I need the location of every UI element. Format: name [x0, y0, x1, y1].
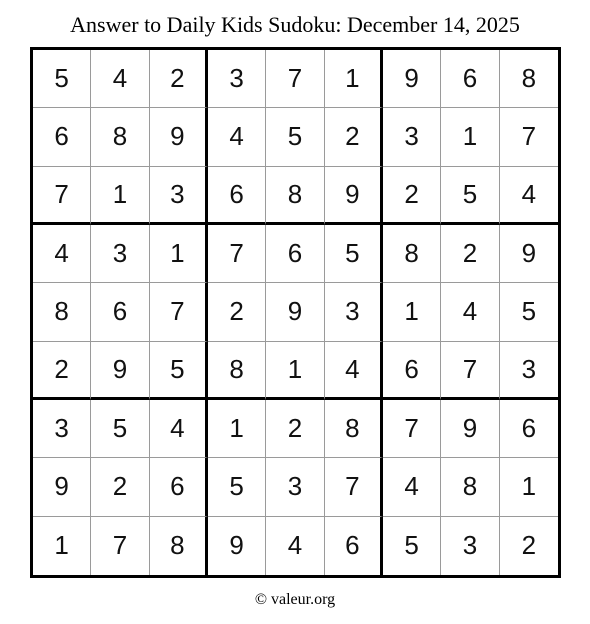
sudoku-cell-r3-c4: 6 — [208, 167, 266, 225]
sudoku-cell-r2-c8: 1 — [441, 108, 499, 166]
sudoku-cell-r5-c5: 9 — [266, 283, 324, 341]
sudoku-cell-r1-c8: 6 — [441, 50, 499, 108]
sudoku-cell-r4-c6: 5 — [325, 225, 383, 283]
sudoku-cell-r6-c4: 8 — [208, 342, 266, 400]
sudoku-cell-r5-c1: 8 — [33, 283, 91, 341]
sudoku-cell-r7-c6: 8 — [325, 400, 383, 458]
sudoku-cell-r1-c4: 3 — [208, 50, 266, 108]
page-title: Answer to Daily Kids Sudoku: December 14, 2025 — [70, 12, 520, 37]
sudoku-cell-r3-c6: 9 — [325, 167, 383, 225]
sudoku-cell-r8-c4: 5 — [208, 458, 266, 516]
sudoku-cell-r1-c7: 9 — [383, 50, 441, 108]
sudoku-cell-r3-c3: 3 — [150, 167, 208, 225]
sudoku-cell-r5-c7: 1 — [383, 283, 441, 341]
sudoku-cell-r6-c1: 2 — [33, 342, 91, 400]
sudoku-cell-r9-c1: 1 — [33, 517, 91, 575]
sudoku-cell-r2-c9: 7 — [500, 108, 558, 166]
sudoku-cell-r1-c2: 4 — [91, 50, 149, 108]
sudoku-cell-r3-c1: 7 — [33, 167, 91, 225]
sudoku-cell-r8-c9: 1 — [500, 458, 558, 516]
sudoku-cell-r7-c9: 6 — [500, 400, 558, 458]
sudoku-cell-r6-c2: 9 — [91, 342, 149, 400]
sudoku-cell-r8-c8: 8 — [441, 458, 499, 516]
sudoku-cell-r8-c5: 3 — [266, 458, 324, 516]
sudoku-cell-r9-c3: 8 — [150, 517, 208, 575]
sudoku-cell-r1-c5: 7 — [266, 50, 324, 108]
sudoku-cell-r1-c9: 8 — [500, 50, 558, 108]
sudoku-cell-r7-c4: 1 — [208, 400, 266, 458]
sudoku-cell-r1-c6: 1 — [325, 50, 383, 108]
sudoku-cell-r9-c2: 7 — [91, 517, 149, 575]
sudoku-cell-r9-c5: 4 — [266, 517, 324, 575]
sudoku-cell-r8-c7: 4 — [383, 458, 441, 516]
sudoku-cell-r4-c2: 3 — [91, 225, 149, 283]
sudoku-cell-r7-c7: 7 — [383, 400, 441, 458]
sudoku-cell-r2-c3: 9 — [150, 108, 208, 166]
sudoku-cell-r1-c1: 5 — [33, 50, 91, 108]
sudoku-cell-r9-c6: 6 — [325, 517, 383, 575]
sudoku-cell-r4-c8: 2 — [441, 225, 499, 283]
sudoku-cell-r5-c9: 5 — [500, 283, 558, 341]
sudoku-cell-r9-c9: 2 — [521, 530, 537, 561]
sudoku-cell-r8-c1: 9 — [33, 458, 91, 516]
sudoku-cell-r6-c9: 3 — [500, 342, 558, 400]
sudoku-cell-r5-c2: 6 — [91, 283, 149, 341]
sudoku-cell-r7-c8: 9 — [441, 400, 499, 458]
sudoku-cell-r4-c4: 7 — [208, 225, 266, 283]
sudoku-cell-r3-c2: 1 — [91, 167, 149, 225]
sudoku-cell-r2-c7: 3 — [383, 108, 441, 166]
sudoku-cell-r7-c5: 2 — [266, 400, 324, 458]
sudoku-cell-r5-c3: 7 — [150, 283, 208, 341]
sudoku-cell-r2-c4: 4 — [208, 108, 266, 166]
sudoku-cell-r6-c5: 1 — [266, 342, 324, 400]
sudoku-cell-r6-c6: 4 — [325, 342, 383, 400]
sudoku-cell-r4-c3: 1 — [150, 225, 208, 283]
sudoku-cell-r8-c3: 6 — [150, 458, 208, 516]
sudoku-cell-r5-c4: 2 — [208, 283, 266, 341]
sudoku-board — [30, 47, 561, 578]
sudoku-cell-r6-c8: 7 — [441, 342, 499, 400]
sudoku-cell-r6-c7: 6 — [383, 342, 441, 400]
sudoku-cell-r6-c3: 5 — [150, 342, 208, 400]
sudoku-cell-r8-c6: 7 — [325, 458, 383, 516]
sudoku-cell-r2-c6: 2 — [325, 108, 383, 166]
sudoku-cell-r3-c5: 8 — [266, 167, 324, 225]
sudoku-cell-r7-c2: 5 — [91, 400, 149, 458]
sudoku-cell-r3-c7: 2 — [383, 167, 441, 225]
sudoku-cell-r2-c5: 5 — [266, 108, 324, 166]
sudoku-cell-r7-c3: 4 — [150, 400, 208, 458]
sudoku-cell-r3-c9: 4 — [500, 167, 558, 225]
sudoku-cell-r8-c2: 2 — [91, 458, 149, 516]
copyright-footer: © valeur.org — [254, 591, 336, 608]
sudoku-cell-r2-c2: 8 — [91, 108, 149, 166]
sudoku-cell-r3-c8: 5 — [441, 167, 499, 225]
sudoku-cell-r5-c8: 4 — [441, 283, 499, 341]
sudoku-cell-r7-c1: 3 — [33, 400, 91, 458]
sudoku-cell-r9-c4: 9 — [208, 517, 266, 575]
sudoku-cell-r1-c3: 2 — [150, 50, 208, 108]
sudoku-cell-r9-c8: 3 — [441, 517, 499, 575]
sudoku-cell-r4-c1: 4 — [33, 225, 91, 283]
sudoku-cell-r4-c7: 8 — [383, 225, 441, 283]
sudoku-cell-r4-c9: 9 — [500, 225, 558, 283]
sudoku-cell-r2-c1: 6 — [33, 108, 91, 166]
sudoku-cell-r5-c6: 3 — [325, 283, 383, 341]
sudoku-cell-r9-c7: 5 — [383, 517, 441, 575]
sudoku-cell-r4-c5: 6 — [266, 225, 324, 283]
